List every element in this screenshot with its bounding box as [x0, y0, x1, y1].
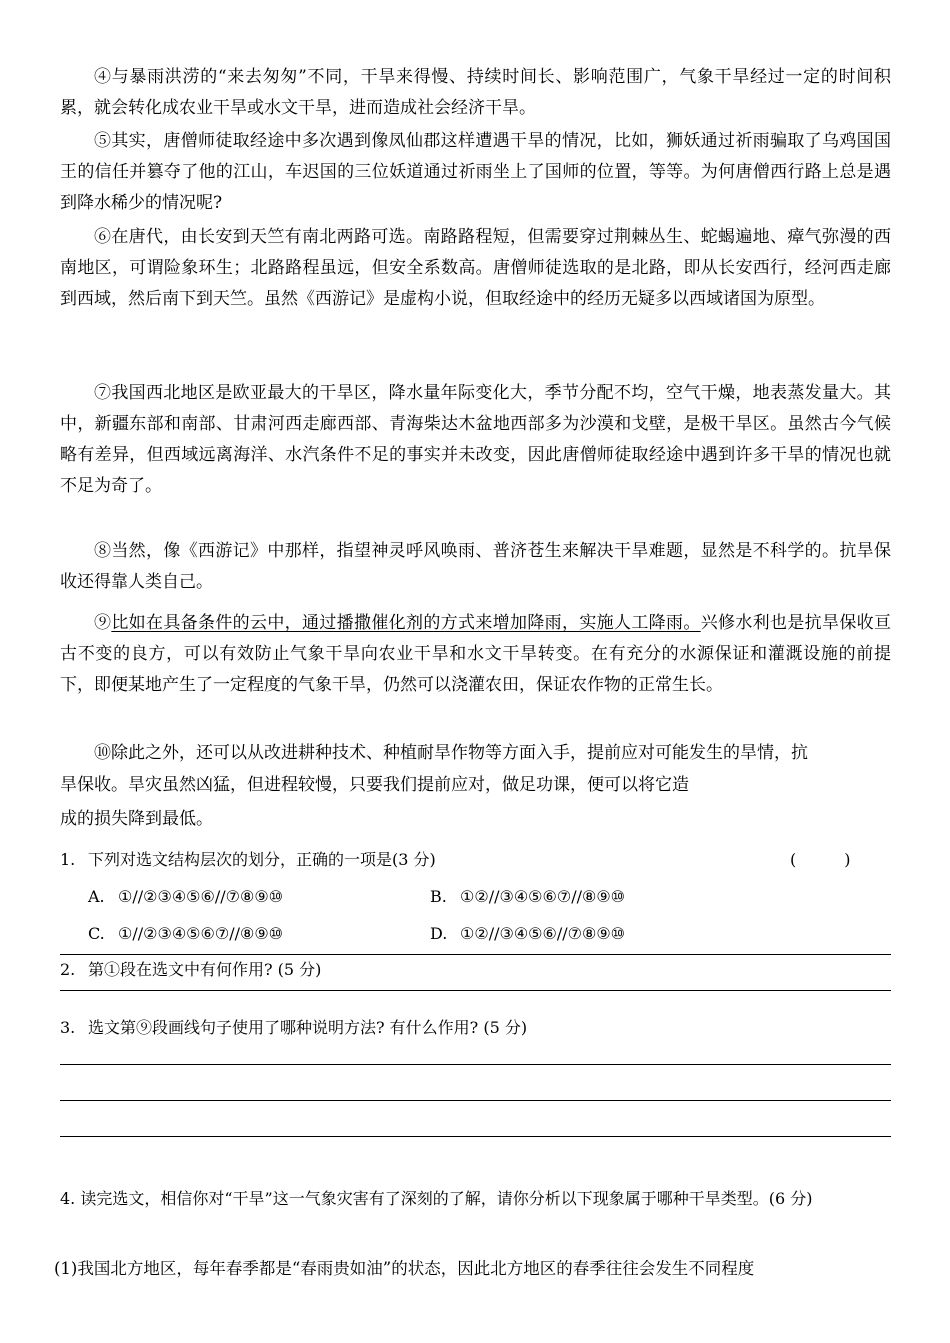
question-3	[60, 1014, 527, 1042]
paragraph-10-line-2: 旱保收。旱灾虽然凶猛，但进程较慢，只要我们提前应对，做足功课，便可以将它造	[60, 775, 689, 795]
question-4: 4. 读完选文，相信你对“干旱”这一气象灾害有了深刻的了解，请你分析以下现象属于哪种干旱类型。(6 分)	[60, 1189, 813, 1208]
option-a[interactable]: A. ①//②③④⑤⑥//⑦⑧⑨⑩	[88, 887, 283, 906]
answer-line[interactable]	[60, 954, 891, 955]
option-c[interactable]: C. ①//②③④⑤⑥⑦//⑧⑨⑩	[88, 924, 283, 943]
question-3-text: 选文第⑨段画线句子使用了哪种说明方法? 有什么作用? (5 分)	[88, 1018, 528, 1037]
paragraph-5: ⑤其实，唐僧师徒取经途中多次遇到像凤仙郡这样遭遇干旱的情况，比如，狮妖通过祈雨骗取了乌鸡国国王的信任并篡夺了他的江山，车迟国的三位妖道通过祈雨坐上了国师的位置，等等。为何唐僧西行路上总是遇到降水稀少的情况呢?	[60, 131, 891, 213]
answer-bracket[interactable]: ( )	[790, 850, 851, 869]
paragraph-9	[60, 608, 891, 701]
paragraph-6: ⑥在唐代，由长安到天竺有南北两路可选。南路路程短，但需要穿过荆棘丛生、蛇蝎遍地、瘴气弥漫的西南地区，可谓险象环生；北路路程虽远，但安全系数高。唐僧师徒选取的是北路，即从长安西行，经河西走廊到西域，然后南下到天竺。虽然《西游记》是虚构小说，但取经途中的经历无疑多以西域诸国为原型。	[60, 227, 891, 309]
paragraph-10-line-1: ⑩除此之外，还可以从改进耕种技术、种植耐旱作物等方面入手，提前应对可能发生的旱情，抗	[94, 743, 808, 763]
question-1-number: 1.	[60, 850, 76, 869]
question-4-sub-1: (1)我国北方地区，每年春季都是“春雨贵如油”的状态，因此北方地区的春季往往会发生不同程度	[54, 1259, 755, 1278]
underlined-sentence: 比如在具备条件的云中，通过播撒催化剂的方式来增加降雨，实施人工降雨。	[111, 613, 701, 633]
question-2-number: 2.	[60, 960, 76, 979]
paragraph-7: ⑦我国西北地区是欧亚最大的干旱区，降水量年际变化大，季节分配不均，空气干燥，地表蒸发量大。其中，新疆东部和南部、甘肃河西走廊西部、青海柴达木盆地西部多为沙漠和戈壁，是极干旱区。虽然古今气候略有差异，但西域远离海洋、水汽条件不足的事实并未改变，因此唐僧师徒取经途中遇到许多干旱的情况也就不足为奇了。	[60, 383, 891, 496]
paragraph-8: ⑧当然，像《西游记》中那样，指望神灵呼风唤雨、普济苍生来解决干旱难题，显然是不科学的。抗旱保收还得靠人类自己。	[60, 541, 891, 592]
question-2	[60, 956, 321, 984]
question-1-text: 下列对选文结构层次的划分，正确的一项是(3 分)	[88, 850, 436, 869]
answer-line[interactable]	[60, 990, 891, 991]
option-b[interactable]: B. ①②//③④⑤⑥⑦//⑧⑨⑩	[430, 887, 625, 906]
answer-line[interactable]	[60, 1100, 891, 1101]
option-d[interactable]: D. ①②//③④⑤⑥//⑦⑧⑨⑩	[430, 924, 625, 943]
answer-line[interactable]	[60, 1064, 891, 1065]
paragraph-9-number: ⑨	[94, 613, 112, 633]
paragraph-4: ④与暴雨洪涝的“来去匆匆”不同，干旱来得慢、持续时间长、影响范围广，气象干旱经过一定的时间积累，就会转化成农业干旱或水文干旱，进而造成社会经济干旱。	[60, 67, 891, 118]
paragraph-10-line-3: 成的损失降到最低。	[60, 809, 213, 829]
answer-line[interactable]	[60, 1136, 891, 1137]
question-3-number: 3.	[60, 1018, 76, 1037]
question-2-text: 第①段在选文中有何作用? (5 分)	[88, 960, 322, 979]
paragraph-9-rest: 兴修水利也是抗旱保收亘古不变的良方，可以有效防止气象干旱向农业干旱和水文干旱转变。在有充分的水源保证和灌溉设施的前提下，即便某地产生了一定程度的气象干旱，仍然可以浇灌农田，保证农作物的正常生长。	[60, 613, 892, 695]
question-1	[60, 846, 436, 874]
